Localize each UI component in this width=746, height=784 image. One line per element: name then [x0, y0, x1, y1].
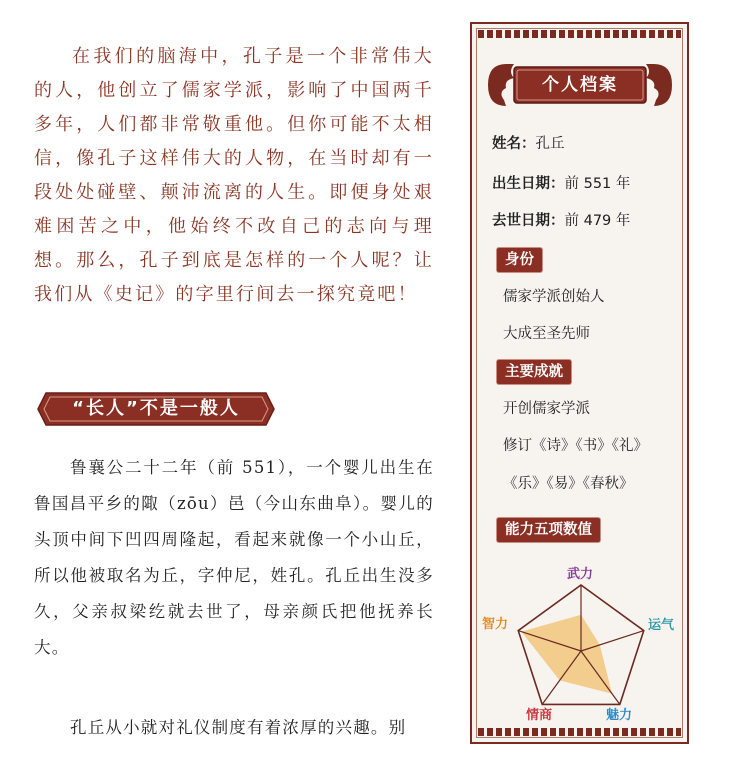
- radar-svg: [472, 569, 691, 739]
- identity-item: 儒家学派创始人: [503, 289, 605, 305]
- identity-item: 大成至圣先师: [503, 326, 590, 342]
- death-label: 去世日期：: [492, 213, 565, 229]
- radar-label-yunqi: 运气: [648, 618, 675, 633]
- achievements-tag: 主要成就: [497, 360, 571, 384]
- birth-label: 出生日期：: [492, 176, 565, 192]
- radar-label-qingshang: 情商: [526, 708, 553, 723]
- profile-header: [484, 58, 676, 112]
- profile-title: 个人档案: [542, 75, 618, 95]
- intro-paragraph: 在我们的脑海中，孔子是一个非常伟大的人，他创立了儒家学派，影响了中国两千多年，人们都非常敬重他。但你可能不太相信，像孔子这样伟大的人物，在当时却有一段处处碰壁、颠沛流离的人生。即便身处艰难困苦之中，他始终不改自己的志向与理想。那么，孔子到底是怎样的一个人呢？让我们从《史记》的字里行间去一探究竟吧！: [34, 46, 434, 305]
- death-value: 前 479 年: [564, 213, 631, 229]
- achievement-item: 开创儒家学派: [503, 401, 590, 417]
- profile-card: [470, 22, 689, 744]
- birth-value: 前 551 年: [564, 176, 631, 192]
- name-label: 姓名：: [492, 136, 536, 152]
- achievement-item: 修订《诗》《书》《礼》: [503, 438, 648, 454]
- radar-label-zhili: 智力: [482, 617, 509, 632]
- section-banner: [36, 391, 276, 427]
- abilities-tag: 能力五项数值: [497, 518, 600, 542]
- birth-row: [492, 172, 630, 193]
- section-title: “长人”不是一般人: [72, 398, 240, 419]
- body-paragraph-1: 鲁襄公二十二年（前 551），一个婴儿出生在鲁国昌平乡的陬（zōu）邑（今山东曲阜）。婴儿的头顶中间下凹四周隆起，看起来就像一个小山丘，所以他被取名为丘，字仲尼，姓孔。孔丘出生没多久，父亲叔梁纥就去世了，母亲颜氏把他抚养长大。: [34, 458, 434, 657]
- radar-label-wuli: 武力: [567, 567, 594, 582]
- card-border-pattern-top: [478, 30, 681, 38]
- achievement-item: 《乐》《易》《春秋》: [503, 476, 634, 492]
- name-value: 孔丘: [535, 136, 565, 152]
- death-row: [492, 209, 630, 230]
- identity-tag: 身份: [497, 248, 542, 272]
- ability-radar-chart: [472, 569, 691, 739]
- name-row: [492, 132, 565, 153]
- radar-label-meili: 魅力: [606, 708, 633, 723]
- body-paragraph-2: 孔丘从小就对礼仪制度有着浓厚的兴趣。别: [70, 718, 407, 737]
